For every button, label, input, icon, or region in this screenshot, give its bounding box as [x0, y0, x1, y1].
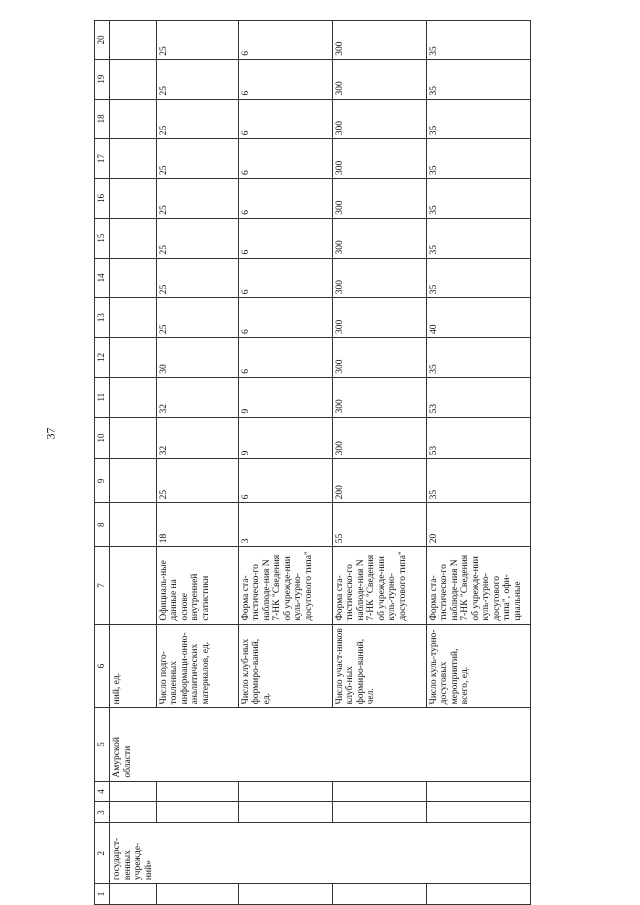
indicators-table [94, 20, 531, 905]
cell-col-19: 300 [332, 59, 426, 99]
column-header-7: 7 [95, 547, 110, 624]
cell-col-2 [332, 823, 426, 884]
cell-col-9: 35 [426, 459, 530, 503]
cell-col-10 [110, 417, 157, 459]
cell-col-8: 55 [332, 503, 426, 547]
cell-col-20: 25 [156, 21, 238, 60]
cell-col-5 [238, 708, 332, 781]
column-header-4: 4 [95, 781, 110, 802]
cell-col-14: 35 [426, 258, 530, 298]
cell-col-17: 6 [238, 139, 332, 179]
cell-col-10: 32 [156, 417, 238, 459]
cell-col-8: 3 [238, 503, 332, 547]
cell-col-16 [110, 179, 157, 219]
cell-col-4 [426, 781, 530, 802]
cell-col-20: 35 [426, 21, 530, 60]
cell-col-18 [110, 99, 157, 139]
cell-col-17: 300 [332, 139, 426, 179]
column-header-16: 16 [95, 179, 110, 219]
cell-col-10: 300 [332, 417, 426, 459]
cell-col-10: 9 [238, 417, 332, 459]
cell-col-16: 300 [332, 179, 426, 219]
column-header-5: 5 [95, 708, 110, 781]
cell-col-19 [110, 59, 157, 99]
cell-col-13: 25 [156, 298, 238, 338]
cell-col-3 [156, 802, 238, 823]
cell-col-7: Официаль-ные данные на основе внутренней статистики [156, 547, 238, 624]
cell-col-15 [110, 218, 157, 258]
data-table-sheet [94, 20, 602, 905]
cell-col-9: 200 [332, 459, 426, 503]
column-header-8: 8 [95, 503, 110, 547]
column-header-11: 11 [95, 377, 110, 417]
cell-col-1 [156, 884, 238, 905]
cell-col-18: 300 [332, 99, 426, 139]
cell-col-5: Амурской области [110, 708, 157, 781]
cell-col-5 [426, 708, 530, 781]
cell-col-13 [110, 298, 157, 338]
cell-col-12: 300 [332, 338, 426, 378]
cell-col-1 [238, 884, 332, 905]
column-header-9: 9 [95, 459, 110, 503]
cell-col-1 [426, 884, 530, 905]
cell-col-9: 25 [156, 459, 238, 503]
cell-col-11: 32 [156, 377, 238, 417]
cell-col-16: 6 [238, 179, 332, 219]
cell-col-4 [156, 781, 238, 802]
column-header-1: 1 [95, 884, 110, 905]
cell-col-2 [238, 823, 332, 884]
cell-col-15: 6 [238, 218, 332, 258]
cell-col-14: 25 [156, 258, 238, 298]
cell-col-2 [156, 823, 238, 884]
cell-col-11 [110, 377, 157, 417]
column-header-3: 3 [95, 802, 110, 823]
cell-col-18: 25 [156, 99, 238, 139]
cell-col-9: 6 [238, 459, 332, 503]
cell-col-10: 53 [426, 417, 530, 459]
cell-col-6: Число куль-турно-досуговых мероприятий, всего, ед. [426, 624, 530, 708]
cell-col-5 [156, 708, 238, 781]
cell-col-18: 6 [238, 99, 332, 139]
cell-col-1 [110, 884, 157, 905]
column-header-2: 2 [95, 823, 110, 884]
cell-col-8: 20 [426, 503, 530, 547]
column-header-10: 10 [95, 417, 110, 459]
cell-col-2: государст-венных учрежде-ний» [110, 823, 157, 884]
cell-col-3 [238, 802, 332, 823]
cell-col-15: 300 [332, 218, 426, 258]
cell-col-3 [110, 802, 157, 823]
cell-col-19: 6 [238, 59, 332, 99]
cell-col-15: 25 [156, 218, 238, 258]
cell-col-4 [238, 781, 332, 802]
cell-col-20: 300 [332, 21, 426, 60]
cell-col-20 [110, 21, 157, 60]
cell-col-6: Число клуб-ных формиро-ваний, ед. [238, 624, 332, 708]
cell-col-1 [332, 884, 426, 905]
cell-col-17: 25 [156, 139, 238, 179]
column-header-12: 12 [95, 338, 110, 378]
cell-col-14: 300 [332, 258, 426, 298]
cell-col-20: 6 [238, 21, 332, 60]
column-header-18: 18 [95, 99, 110, 139]
cell-col-12: 30 [156, 338, 238, 378]
cell-col-16: 25 [156, 179, 238, 219]
cell-col-5 [332, 708, 426, 781]
table-row [238, 21, 332, 905]
cell-col-9 [110, 459, 157, 503]
column-header-6: 6 [95, 624, 110, 708]
cell-col-12: 35 [426, 338, 530, 378]
cell-col-11: 53 [426, 377, 530, 417]
table-row [156, 21, 238, 905]
column-header-20: 20 [95, 21, 110, 60]
cell-col-7: Форма ста-тистическо-го наблюде-ния N 7-НК "Сведения об учрежде-нии куль-турно-досугового типа" [332, 547, 426, 624]
table-row [332, 21, 426, 905]
column-header-17: 17 [95, 139, 110, 179]
cell-col-6: Число подго-товленных информаци-онно-аналитических материалов, ед. [156, 624, 238, 708]
cell-col-4 [332, 781, 426, 802]
cell-col-2 [426, 823, 530, 884]
column-header-15: 15 [95, 218, 110, 258]
cell-col-6: Число участ-ников клуб-ных формиро-ваний, чел. [332, 624, 426, 708]
cell-col-4 [110, 781, 157, 802]
cell-col-18: 35 [426, 99, 530, 139]
cell-col-19: 25 [156, 59, 238, 99]
cell-col-13: 40 [426, 298, 530, 338]
cell-col-14: 6 [238, 258, 332, 298]
cell-col-17 [110, 139, 157, 179]
column-header-13: 13 [95, 298, 110, 338]
cell-col-8: 18 [156, 503, 238, 547]
column-header-14: 14 [95, 258, 110, 298]
table-row [426, 21, 530, 905]
cell-col-11: 300 [332, 377, 426, 417]
cell-col-8 [110, 503, 157, 547]
cell-col-17: 35 [426, 139, 530, 179]
cell-col-7: Форма ста-тистическо-го наблюде-ния N 7-НК "Сведения об учрежде-нии куль-турно-досугового типа" [238, 547, 332, 624]
page-number: 37 [43, 427, 58, 440]
cell-col-14 [110, 258, 157, 298]
cell-col-12 [110, 338, 157, 378]
cell-col-7: Форма ста-тистическо-го наблюде-ния N 7-НК "Сведения об учрежде-нии куль-турно-досугового типа", офи-циальные [426, 547, 530, 624]
column-header-19: 19 [95, 59, 110, 99]
cell-col-15: 35 [426, 218, 530, 258]
cell-col-6: ний, ед. [110, 624, 157, 708]
cell-col-11: 9 [238, 377, 332, 417]
cell-col-16: 35 [426, 179, 530, 219]
cell-col-19: 35 [426, 59, 530, 99]
cell-col-13: 6 [238, 298, 332, 338]
cell-col-3 [426, 802, 530, 823]
table-row [110, 21, 157, 905]
cell-col-12: 6 [238, 338, 332, 378]
cell-col-13: 300 [332, 298, 426, 338]
cell-col-3 [332, 802, 426, 823]
cell-col-7 [110, 547, 157, 624]
header-row [95, 21, 110, 905]
